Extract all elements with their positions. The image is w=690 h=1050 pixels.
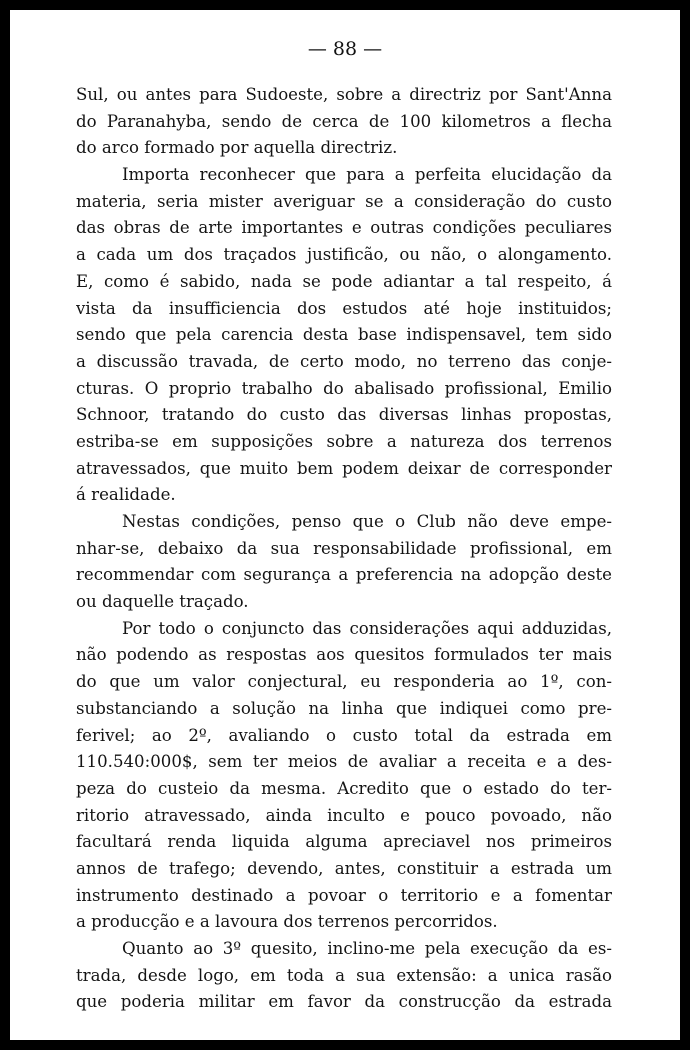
text-line: peza do custeio da mesma. Acredito que o estado do ter- bbox=[76, 778, 612, 798]
text-line: não podendo as respostas aos quesitos formulados ter mais bbox=[76, 645, 612, 665]
text-line: Nestas condições, penso que o Club não deve empe- bbox=[122, 512, 612, 531]
text-line: ferivel; ao 2º, avaliando o custo total da estrada em bbox=[76, 725, 612, 745]
text-line: trada, desde logo, em toda a sua extensão: a unica rasão bbox=[76, 965, 612, 985]
text-line: facultará renda liquida alguma apreciavel nos primeiros bbox=[76, 832, 612, 852]
text-line: nhar-se, debaixo da sua responsabilidade profissional, em bbox=[76, 538, 612, 558]
text-line: atravessados, que muito bem podem deixar de corresponder bbox=[76, 458, 612, 478]
page-number: — 88 — bbox=[307, 38, 383, 60]
text-line: das obras de arte importantes e outras condições peculiares bbox=[76, 218, 612, 238]
text-line: Quanto ao 3º quesito, inclino-me pela execução da es- bbox=[122, 939, 612, 958]
text-line: a discussão travada, de certo modo, no terreno das conje- bbox=[76, 351, 612, 371]
text-line: recommendar com segurança a preferencia na adopção deste bbox=[76, 565, 612, 585]
paragraph bbox=[76, 509, 612, 616]
body-text bbox=[76, 82, 612, 1016]
text-line: á realidade. bbox=[76, 485, 176, 505]
text-line: que poderia militar em favor da construcção da estrada bbox=[76, 992, 612, 1012]
text-line: Schnoor, tratando do custo das diversas linhas propostas, bbox=[76, 405, 612, 425]
paragraph bbox=[76, 936, 612, 1016]
text-line: ritorio atravessado, ainda inculto e pouco povoado, não bbox=[76, 805, 612, 825]
text-line: Importa reconhecer que para a perfeita elucidação da bbox=[122, 165, 612, 185]
text-line: materia, seria mister averiguar se a consideração do custo bbox=[76, 191, 612, 211]
text-line: 110.540:000$, sem ter meios de avaliar a receita e a des- bbox=[76, 752, 612, 772]
paragraph bbox=[76, 162, 612, 509]
text-line: vista da insufficiencia dos estudos até hoje instituidos; bbox=[76, 298, 612, 318]
text-line: cturas. O proprio trabalho do abalisado profissional, Emilio bbox=[76, 378, 612, 398]
text-line: do Paranahyba, sendo de cerca de 100 kilometros a flecha bbox=[76, 111, 612, 131]
text-line: sendo que pela carencia desta base indispensavel, tem sido bbox=[76, 325, 612, 345]
text-line: substanciando a solução na linha que indiquei como pre- bbox=[76, 698, 612, 718]
text-line: Sul, ou antes para Sudoeste, sobre a directriz por Sant'Anna bbox=[76, 85, 612, 104]
text-line: do arco formado por aquella directriz. bbox=[76, 138, 398, 158]
text-line: ou daquelle traçado. bbox=[76, 592, 249, 612]
text-line: annos de trafego; devendo, antes, constituir a estrada um bbox=[76, 858, 612, 878]
book-page bbox=[10, 10, 680, 1040]
text-line: E, como é sabido, nada se pode adiantar a tal respeito, á bbox=[76, 271, 612, 291]
text-line: instrumento destinado a povoar o territorio e a fomentar bbox=[76, 885, 612, 905]
text-line: do que um valor conjectural, eu responderia ao 1º, con- bbox=[76, 672, 612, 692]
text-line: estriba-se em supposições sobre a natureza dos terrenos bbox=[76, 431, 612, 451]
paragraph bbox=[76, 82, 612, 162]
text-line: a cada um dos traçados justificão, ou não, o alongamento. bbox=[76, 245, 612, 265]
text-line: a producção e a lavoura dos terrenos percorridos. bbox=[76, 912, 498, 932]
paragraph bbox=[76, 616, 612, 936]
text-line: Por todo o conjuncto das considerações aqui adduzidas, bbox=[122, 618, 612, 638]
